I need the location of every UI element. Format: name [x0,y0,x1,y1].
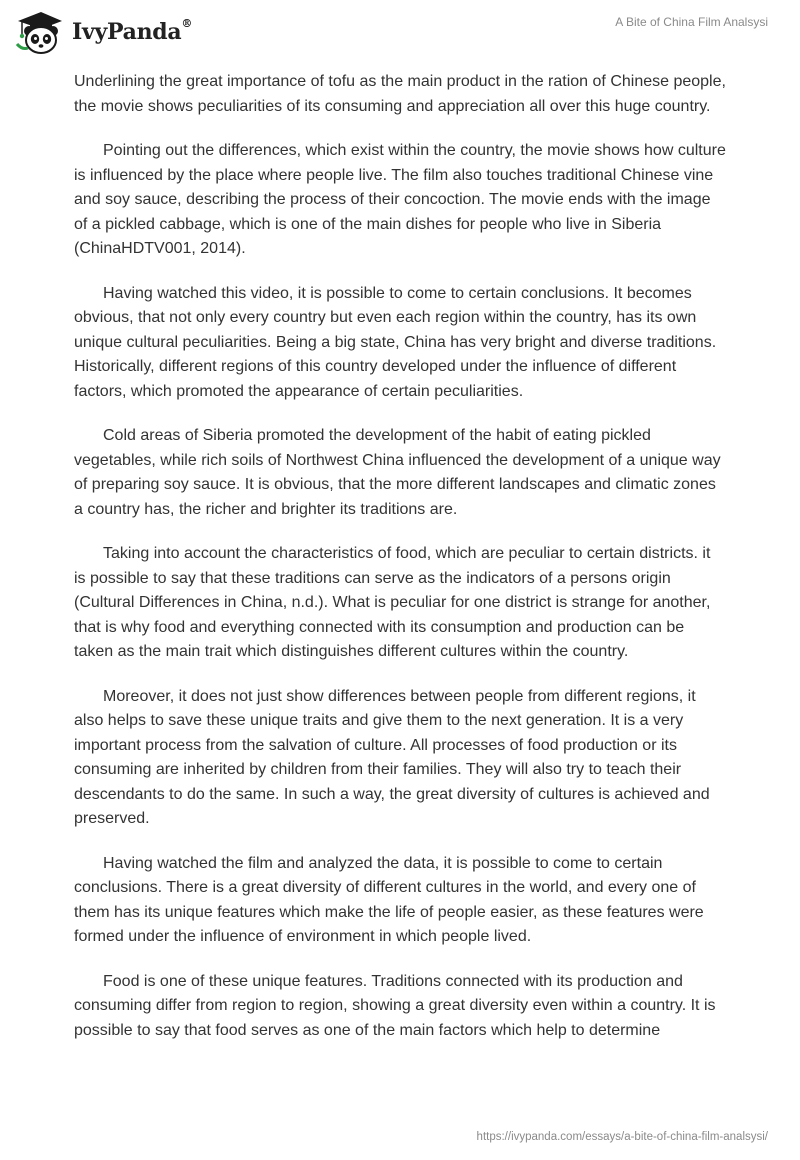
paragraph-6: Moreover, it does not just show differences between people from different regions, it also helps to save these unique traits and give them to the next generation. It is a very important process from the salvation of culture. All processes of food production or its consuming are inherited by children from their families. They will also try to teach their descendants to do the same. In such a way, the great diversity of cultures is achieved and preserved. [74,687,710,827]
brand-name: IvyPanda® [72,17,193,45]
brand-logo[interactable] [14,10,192,54]
paragraph-5: Taking into account the characteristics of food, which are peculiar to certain districts. it is possible to say that these traditions can serve as the indicators of a persons origin (Cultural Differences in China, n.d.). What is peculiar for one district is strange for another, that is why food and everything connected with its consumption and production can be taken as the main trait which distinguishes different cultures within the country. [74,545,711,660]
paragraph-3: Having watched this video, it is possible to come to certain conclusions. It becomes obvious, that not only every country but even each region within the country, has its own unique cultural peculiarities. Being a big state, China has very bright and diverse traditions. Historically, different regions of this country developed under the influence of different factors, which promoted the appearance of certain peculiarities. [74,284,717,400]
paragraph-7: Having watched the film and analyzed the data, it is possible to come to certain conclusions. There is a great diversity of different cultures in the world, and every one of them has its unique features which make the life of people easier, as these features were formed under the influence of environment in which people lived. [74,854,704,945]
page-header [0,0,800,64]
paragraph-2: Pointing out the differences, which exist within the country, the movie shows how culture is influenced by the place where people live. The film also touches traditional Chinese vine and soy sauce, describing the process of their concoction. The movie ends with the image of a pickled cabbage, which is one of the main dishes for people who live in Siberia (ChinaHDTV001, 2014). [74,142,726,257]
document-title: A Bite of China Film Analsysi [615,15,768,29]
paragraph-8: Food is one of these unique features. Traditions connected with its production and consuming differ from region to region, showing a great diversity even within a country. It is possible to say that food serves as one of the main factors which help to determine [74,972,716,1039]
panda-graduate-icon [14,10,64,54]
paragraph-1: Underlining the great importance of tofu as the main product in the ration of Chinese people, the movie shows peculiarities of its consuming and appreciation all over this huge country. [74,73,726,115]
registered-mark: ® [181,17,193,30]
essay-body [74,70,726,1063]
paragraph-4: Cold areas of Siberia promoted the development of the habit of eating pickled vegetables, while rich soils of Northwest China influenced the development of a unique way of preparing soy sauce. It is obvious, that the more different landscapes and climatic zones a country has, the richer and brighter its traditions are. [74,427,721,518]
footer-url[interactable]: https://ivypanda.com/essays/a-bite-of-china-film-analsysi/ [476,1131,768,1143]
